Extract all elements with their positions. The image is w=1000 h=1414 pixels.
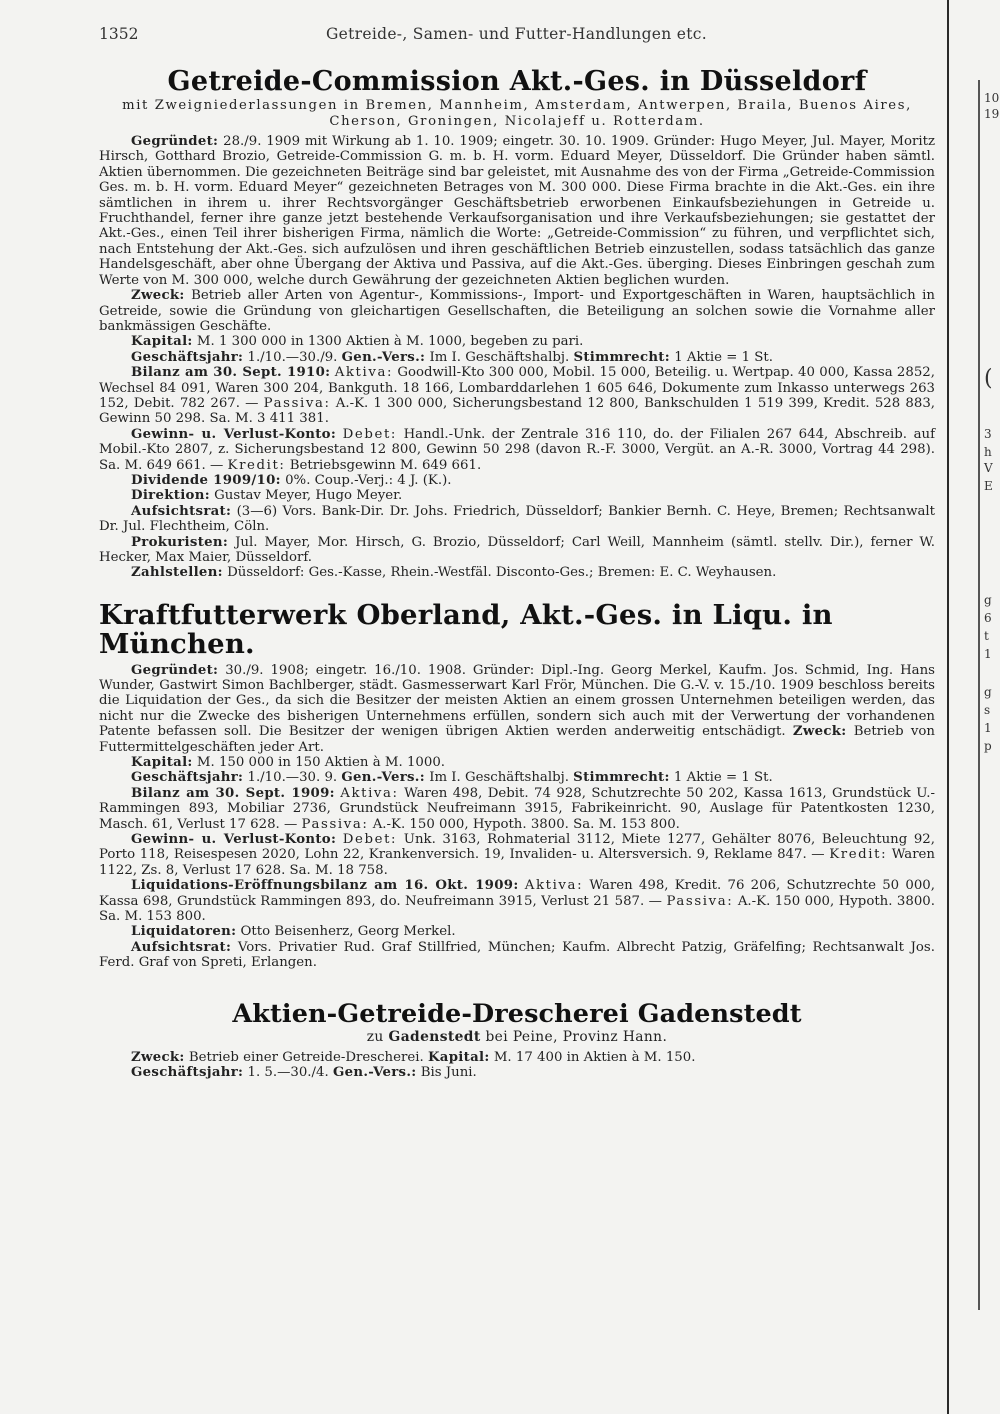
- passiva-label: Passiva:: [263, 395, 331, 411]
- field-label: Gen.-Vers.:: [341, 349, 426, 365]
- dividend-paragraph: [99, 473, 935, 488]
- founding-paragraph: [99, 663, 935, 755]
- field-label: Kapital:: [427, 1049, 490, 1065]
- balance-sheet-paragraph: [99, 365, 935, 427]
- field-label: Kapital:: [131, 334, 193, 350]
- field-label: Kapital:: [131, 755, 193, 770]
- general-meeting-text: Im I. Geschäftshalbj.: [429, 349, 570, 365]
- field-label: Gegründet:: [131, 662, 219, 678]
- subtitle-prefix: zu: [366, 1029, 384, 1046]
- debet-label: Debet:: [342, 426, 397, 442]
- entry-title: Getreide-Commission Akt.-Ges. in Düsseldorf: [167, 66, 867, 97]
- margin-fragment: g: [984, 593, 992, 607]
- margin-fragment: 6: [984, 611, 992, 625]
- paying-agents-text: Düsseldorf: Ges.-Kasse, Rhein.-Westfäl. Disconto-Ges.; Bremen: E. C. Weyhausen.: [227, 565, 777, 581]
- paying-agents-paragraph: [99, 565, 935, 580]
- margin-fragment: E: [984, 479, 993, 493]
- margin-fragment: g: [984, 685, 992, 699]
- margin-fragment: p: [984, 739, 992, 753]
- purpose-paragraph: [99, 1050, 935, 1065]
- balance-passiva-text: A.-K. 150 000, Hypoth. 3800. Sa. M. 153 800.: [372, 816, 680, 832]
- fiscal-year-paragraph: [99, 350, 935, 365]
- voting-rights-text: 1 Aktie = 1 St.: [674, 349, 773, 365]
- purpose-text: Betrieb von Futtermittelgeschäften jeder Art.: [99, 724, 935, 755]
- aktiva-label: Aktiva:: [340, 785, 399, 801]
- margin-fragment: 19: [984, 107, 1000, 121]
- voting-rights-text: 1 Aktie = 1 St.: [673, 770, 773, 786]
- profit-loss-kredit-text: Waren 1122, Zs. 8, Verlust 17 628. Sa. M. 18 758.: [99, 847, 935, 878]
- field-label: Aufsichtsrat:: [131, 503, 232, 519]
- liquidators-text: Otto Beisenherz, Georg Merkel.: [240, 924, 456, 940]
- fiscal-year-text: 1./10.—30. 9.: [247, 770, 338, 786]
- entry-subtitle: [99, 1029, 935, 1046]
- field-label: Gen.-Vers.:: [332, 1065, 417, 1081]
- field-label: Geschäftsjahr:: [131, 349, 244, 365]
- field-label: Dividende 1909/10:: [131, 472, 281, 488]
- capital-text: M. 1 300 000 in 1300 Aktien à M. 1000, begeben zu pari.: [196, 334, 584, 350]
- liquidation-balance-paragraph: [99, 878, 935, 924]
- supervisory-board-text: Vors. Privatier Rud. Graf Stillfried, München; Kaufm. Albrecht Patzig, Gräfelfing; Rechtsanwalt Jos. Ferd. Graf von Spreti, Erlangen.: [99, 939, 935, 971]
- field-label: Stimmrecht:: [573, 770, 670, 786]
- capital-text: M. 17 400 in Aktien à M. 150.: [493, 1049, 696, 1065]
- field-label: Prokuristen:: [131, 534, 229, 550]
- adjacent-page-rule: [978, 80, 980, 1310]
- profit-loss-debet-text: Handl.-Unk. der Zentrale 316 110, do. der Filialen 267 644, Abschreib. auf Mobil.-Kto 2807, z. Sicherungsbestand 12 800, Gewinn 50 298 (davon R.-F. 3000, Vergüt. an A.-R. 3000, Vortrag 44 298). Sa. M. 649 661. —: [99, 426, 936, 473]
- profit-loss-kredit-text: Betriebsgewinn M. 649 661.: [289, 457, 482, 473]
- balance-sheet-paragraph: [99, 786, 935, 832]
- entry-title: Aktien-Getreide-Drescherei Gadenstedt: [232, 998, 802, 1029]
- liquidation-aktiva-text: Waren 498, Kredit. 76 206, Schutzrechte 50 000, Kassa 698, Grundstück Rammingen 893, do. Neufreimann 3915, Verlust 21 587. —: [99, 878, 935, 909]
- entry-title: Kraftfutterwerk Oberland, Akt.-Ges. in Liqu. in München.: [99, 598, 833, 660]
- supervisory-board-text: (3—6) Vors. Bank-Dir. Dr. Johs. Friedrich, Düsseldorf; Bankier Bernh. C. Heye, Bremen; Rechtsanwalt Dr. Jul. Flechtheim, Cöln.: [99, 503, 935, 535]
- proxies-text: Jul. Mayer, Mor. Hirsch, G. Brozio, Düsseldorf; Carl Weill, Mannheim (sämtl. stellv. Dir.), ferner W. Hecker, Max Maier, Düsseldorf.: [99, 534, 935, 565]
- entry-getreide-commission: [99, 68, 935, 581]
- running-header: [99, 25, 934, 49]
- founding-paragraph: [99, 134, 935, 288]
- balance-aktiva-text: Waren 498, Debit. 74 928, Schutzrechte 50 202, Kassa 1613, Grundstück U.-Rammingen 893, Mobiliar 2736, Grundstück Neufreimann 3915, Fabrikeinricht. 90, Auslage für Patentkosten 1230, Masch. 61, Verlust 17 628. —: [99, 785, 935, 832]
- page-body: [99, 68, 935, 1081]
- field-label: Zweck:: [131, 288, 185, 304]
- field-label: Gewinn- u. Verlust-Konto:: [131, 832, 337, 848]
- field-label: Zweck:: [131, 1049, 185, 1065]
- field-label: Bilanz am 30. Sept. 1910:: [131, 365, 331, 381]
- page-number: 1352: [99, 25, 139, 43]
- field-label: Direktion:: [131, 488, 210, 504]
- liquidators-paragraph: [99, 924, 935, 939]
- margin-fragment: (: [984, 366, 993, 391]
- founding-text: 30./9. 1908; eingetr. 16./10. 1908. Gründer: Dipl.-Ing. Georg Merkel, Kaufm. Jos. Schmid, Ing. Hans Wunder, Gastwirt Simon Bachlberger, städt. Gasmesserwart Karl Frör, München. Die G.-V. v. 15./10. 1909 beschloss bereits die Liquidation der Ges., da sich die Besitzer der meisten Aktien an einem grossen Unternehmen beteiligen werden, das nicht nur die Zwecke des bisherigen Unternehmens erfüllen, sondern sich auch mit der Verwertung der vorhandenen Patente befassen soll. Die Besitzer der wenigen übrigen Aktien werden anderweitig entschädigt.: [99, 662, 935, 740]
- aktiva-label: Aktiva:: [334, 365, 394, 381]
- page-edge-rule: [947, 0, 949, 1414]
- field-label: Zahlstellen:: [131, 565, 223, 581]
- fiscal-year-paragraph: [99, 1065, 935, 1080]
- margin-fragment: s: [984, 703, 991, 717]
- field-label: Geschäftsjahr:: [131, 1065, 244, 1081]
- balance-aktiva-text: Goodwill-Kto 300 000, Mobil. 15 000, Beteilig. u. Wertpap. 40 000, Kassa 2852, Wechsel 84 091, Waren 300 204, Bankguth. 18 166, Lombarddarlehen 1 605 646, Dokumente zum Inkasso unterwegs 263 152, Debit. 782 267. —: [99, 365, 935, 411]
- fiscal-year-text: 1. 5.—30./4.: [247, 1065, 329, 1081]
- purpose-text: Betrieb aller Arten von Agentur-, Kommissions-, Import- und Exportgeschäften in Waren, hauptsächlich in Getreide, sowie die Gründung von gleichartigen Gesellschaften, die Beteiligung an solchen sowie die Vornahme aller bankmässigen Geschäfte.: [99, 288, 936, 334]
- fiscal-year-paragraph: [99, 770, 935, 785]
- margin-fragment: 1: [984, 721, 992, 735]
- margin-fragment: 10: [984, 91, 1000, 105]
- purpose-text: Betrieb einer Getreide-Drescherei.: [188, 1049, 424, 1065]
- field-label: Gewinn- u. Verlust-Konto:: [131, 426, 337, 442]
- passiva-label: Passiva:: [301, 816, 369, 832]
- supervisory-board-paragraph: [99, 504, 935, 535]
- capital-text: M. 150 000 in 150 Aktien à M. 1000.: [196, 755, 446, 770]
- margin-fragment: h: [984, 445, 992, 459]
- entry-kraftfutterwerk-oberland: [99, 598, 935, 971]
- management-text: Gustav Meyer, Hugo Meyer.: [214, 488, 403, 504]
- profit-loss-paragraph: [99, 832, 935, 878]
- margin-fragment: 1: [984, 647, 992, 661]
- purpose-paragraph: [99, 288, 935, 334]
- subtitle-suffix: bei Peine, Provinz Hann.: [485, 1029, 668, 1046]
- subtitle-place: Gadenstedt: [388, 1029, 481, 1046]
- balance-passiva-text: A.-K. 1 300 000, Sicherungsbestand 12 800, Bankschulden 1 519 399, Kredit. 528 883, Gewinn 50 298. Sa. M. 3 411 381.: [99, 395, 936, 427]
- field-label: Liquidations-Eröffnungsbilanz am 16. Okt. 1909:: [131, 878, 519, 894]
- field-label: Geschäftsjahr:: [131, 770, 244, 786]
- field-label: Liquidatoren:: [131, 924, 237, 940]
- aktiva-label: Aktiva:: [524, 878, 584, 894]
- kredit-label: Kredit:: [829, 847, 888, 863]
- field-label: Zweck:: [792, 724, 847, 740]
- general-meeting-text: Bis Juni.: [420, 1065, 477, 1081]
- capital-paragraph: [99, 755, 935, 770]
- debet-label: Debet:: [342, 832, 398, 848]
- profit-loss-paragraph: [99, 427, 935, 473]
- proxies-paragraph: [99, 535, 935, 566]
- kredit-label: Kredit:: [227, 457, 286, 473]
- margin-fragment: 3: [984, 427, 992, 441]
- entry-subtitle: mit Zweigniederlassungen in Bremen, Mannheim, Amsterdam, Antwerpen, Braila, Buenos Aires, Cherson, Groningen, Nicolajeff u. Rotterdam.: [122, 98, 912, 130]
- margin-fragment: t: [984, 629, 989, 643]
- general-meeting-text: Im I. Geschäftshalbj.: [429, 770, 569, 786]
- field-label: Gen.-Vers.:: [341, 770, 425, 786]
- supervisory-board-paragraph: [99, 940, 935, 971]
- founding-text: 28./9. 1909 mit Wirkung ab 1. 10. 1909; eingetr. 30. 10. 1909. Gründer: Hugo Meyer, Jul. Mayer, Moritz Hirsch, Gotthard Brozio, Getreide-Commission G. m. b. H. vorm. Eduard Meyer, Düsseldorf. Die Gründer haben sämtl. Aktien übernommen. Die gezeichneten Beiträge sind bar geleistet, mit Ausnahme des von der Firma „Getreide-Commission Ges. m. b. H. vorm. Eduard Meyer“ gezeichneten Betrages von M. 300 000. Diese Firma brachte in die Akt.-Ges. ein ihre sämtlichen in ihrem u. ihrer Rechtsvorgänger Geschäftsbetrieb erworbenen Einkaufsbeziehungen in Getreide u. Fruchthandel, ferner ihre ganze jetzt bestehende Verkaufsorganisation und ihre Verkaufsbeziehungen; sie gestattet der Akt.-Ges., einen Teil ihrer bisherigen Firma, nämlich die Worte: „Getreide-Commission“ zu führen, und verpflichtet sich, nach Entstehung der Akt.-Ges. sich aufzulösen und ihren geschäftlichen Betrieb einzustellen, sodass tatsächlich das ganze Handelsgeschäft, aber ohne Übergang der Aktiva und Passiva, auf die Akt.-Ges. überging. Dieses Einbringen geschah zum Werte von M. 300 000, welche durch Gewährung der gezeichneten Aktien beglichen wurden.: [99, 134, 935, 288]
- passiva-label: Passiva:: [666, 893, 734, 909]
- field-label: Bilanz am 30. Sept. 1909:: [131, 785, 335, 801]
- entry-getreide-drescherei-gadenstedt: [99, 998, 935, 1081]
- field-label: Gegründet:: [131, 134, 219, 150]
- running-title: Getreide-, Samen- und Futter-Handlungen etc.: [325, 25, 707, 43]
- field-label: Stimmrecht:: [573, 349, 670, 365]
- profit-loss-debet-text: Unk. 3163, Rohmaterial 3112, Miete 1277, Gehälter 8076, Beleuchtung 92, Porto 118, Reisespesen 2020, Lohn 22, Krankenversich. 19, Invaliden- u. Altersversich. 9, Reklame 847. —: [99, 832, 935, 863]
- liquidation-passiva-text: A.-K. 150 000, Hypoth. 3800. Sa. M. 153 800.: [99, 893, 935, 925]
- fiscal-year-text: 1./10.—30./9.: [247, 349, 338, 365]
- management-paragraph: [99, 488, 935, 503]
- dividend-text: 0%. Coup.-Verj.: 4 J. (K.).: [285, 472, 452, 488]
- field-label: Aufsichtsrat:: [131, 939, 232, 955]
- margin-fragment: V: [984, 461, 993, 475]
- capital-paragraph: [99, 334, 935, 349]
